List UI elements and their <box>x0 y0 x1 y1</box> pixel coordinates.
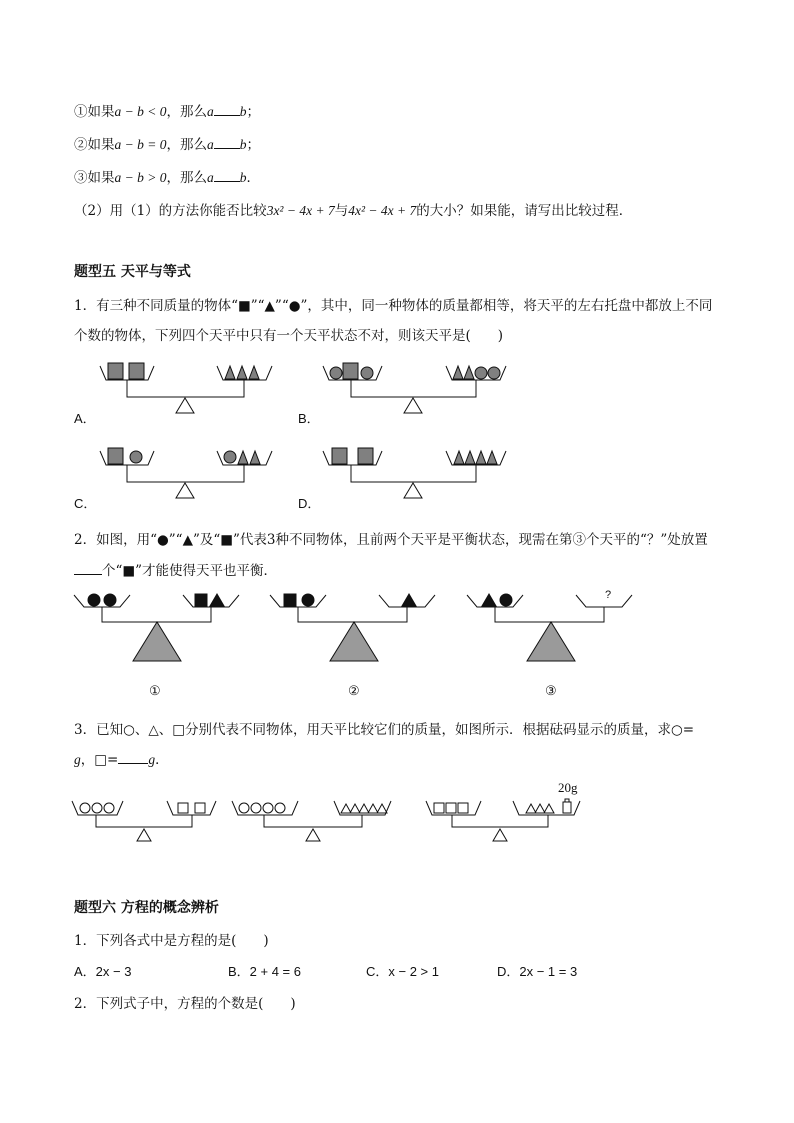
scale-label-1: ① <box>149 683 161 698</box>
circle-shape <box>104 594 116 606</box>
item-1-b: b <box>239 104 247 119</box>
triangle-shape <box>368 804 378 813</box>
triangle-shape <box>526 804 536 813</box>
s5-q2-line-2 <box>74 559 277 579</box>
section-6-heading: 题型六 方程的概念辨析 <box>74 900 219 916</box>
triangle-shape <box>225 366 235 379</box>
q2-text-end: 的大小？如果能，请写出比较过程． <box>416 203 633 219</box>
item-3-a: a <box>206 170 214 185</box>
answer-blank[interactable] <box>118 751 148 764</box>
item-2-mid: ，那么 <box>166 137 207 153</box>
balance-option-a <box>100 363 272 413</box>
triangle-shape <box>487 451 497 464</box>
balance-q3-1 <box>72 801 216 841</box>
balance-option-d <box>323 448 506 498</box>
scale-label-2: ② <box>348 683 360 698</box>
answer-blank[interactable] <box>214 103 240 116</box>
triangle-shape <box>250 451 260 464</box>
circle-shape <box>275 803 285 813</box>
item-2-expression: a − b = 0 <box>114 137 167 152</box>
square-shape <box>434 803 444 813</box>
circle-shape <box>88 594 100 606</box>
q2-text-start: （2）用（1）的方法你能否比较 <box>74 203 267 219</box>
option-c-label[interactable]: C． <box>74 496 97 511</box>
item-1-mid: ，那么 <box>166 104 207 120</box>
triangle-shape <box>465 451 475 464</box>
scale-label-3: ③ <box>545 683 557 698</box>
answer-blank[interactable] <box>214 136 240 149</box>
option-a-label[interactable]: A． <box>74 411 96 426</box>
square-shape <box>108 448 123 464</box>
triangle-shape <box>402 594 416 606</box>
balance-scale-3 <box>467 594 632 661</box>
circle-shape <box>330 367 342 379</box>
triangle-shape <box>350 804 360 813</box>
question-mark-label: ? <box>605 589 612 601</box>
item-2-a: a <box>206 137 214 152</box>
circle-shape <box>92 803 102 813</box>
square-shape <box>332 448 347 464</box>
s6-option-a[interactable]: A．2x − 3 <box>74 964 132 979</box>
q2-text-mid: 与 <box>334 203 349 219</box>
square-shape <box>284 594 296 606</box>
balance-q3-2 <box>232 801 391 841</box>
item-1-a: a <box>206 104 214 119</box>
item-2-end: ； <box>246 137 260 153</box>
option-b-label[interactable]: B． <box>298 411 320 426</box>
s6-option-c[interactable]: C．x − 2 > 1 <box>366 964 439 979</box>
circle-shape <box>130 451 142 463</box>
balance-scale-2 <box>270 594 435 661</box>
triangle-shape <box>377 804 387 813</box>
s5-q2-line-2-text: 个“■”才能使得天平也平衡． <box>102 563 278 579</box>
s5-q1-line-1: 1．有三种不同质量的物体“■”“▲”“●”，其中，同一种物体的质量都相等，将天平的左右托盘中都放上不同 <box>74 298 713 314</box>
s5-q3-line-1: 3．已知○、△、□分别代表不同物体，用天平比较它们的质量，如图所示．根据砝码显示的质量，求○= <box>74 722 695 738</box>
weight-knob-icon <box>565 799 569 802</box>
q3-unit-2: g <box>148 752 156 767</box>
s6-option-d[interactable]: D．2x − 1 = 3 <box>497 964 578 979</box>
circle-shape <box>361 367 373 379</box>
triangle-shape <box>464 366 474 379</box>
circle-shape <box>80 803 90 813</box>
circle-shape <box>104 803 114 813</box>
circle-shape <box>475 367 487 379</box>
q3-unit-1: g <box>74 752 81 767</box>
square-shape <box>358 448 373 464</box>
section-5-heading: 题型五 天平与等式 <box>74 264 191 280</box>
square-shape <box>178 803 188 813</box>
square-shape <box>129 363 144 379</box>
q3-mid: ，□= <box>80 752 119 768</box>
circle-shape <box>488 367 500 379</box>
question-2-part-1 <box>74 199 632 219</box>
square-shape <box>108 363 123 379</box>
answer-blank[interactable] <box>214 169 240 182</box>
triangle-shape <box>341 804 351 813</box>
item-1-end: ； <box>246 104 260 120</box>
triangle-shape <box>482 594 496 606</box>
square-shape <box>195 803 205 813</box>
item-3-expression: a − b > 0 <box>114 170 167 185</box>
option-d-label[interactable]: D． <box>298 496 321 511</box>
triangle-shape <box>476 451 486 464</box>
item-1-expression: a − b < 0 <box>114 104 167 119</box>
q3-end: ． <box>155 752 169 768</box>
circle-shape <box>263 803 273 813</box>
balance-option-b <box>323 363 506 413</box>
item-1-prefix: ①如果 <box>74 104 115 120</box>
comparison-item-3 <box>74 166 260 186</box>
weight-label: 20g <box>558 780 578 795</box>
s5-q2-line-1: 2．如图，用“●”“▲”及“■”代表3种不同物体，且前两个天平是平衡状态，现需在第③个天平的“？”处放置 <box>74 532 708 548</box>
q2-expression-1: 3x² − 4x + 7 <box>266 203 335 218</box>
item-2-b: b <box>239 137 247 152</box>
triangle-shape <box>249 366 259 379</box>
balance-option-c <box>100 448 272 498</box>
circle-shape <box>251 803 261 813</box>
balance-scale-1 <box>74 594 239 661</box>
triangle-shape <box>359 804 369 813</box>
comparison-item-2 <box>74 133 260 153</box>
weight-block-icon <box>563 802 571 813</box>
item-3-end: ． <box>246 170 260 186</box>
q2-expression-2: 4x² − 4x + 7 <box>348 203 417 218</box>
item-3-b: b <box>239 170 247 185</box>
item-3-mid: ，那么 <box>166 170 207 186</box>
comparison-item-1 <box>74 100 260 120</box>
s5-q3-line-2 <box>74 748 169 768</box>
s5-q1-line-2: 个数的物体，下列四个天平中只有一个天平状态不对，则该天平是( ) <box>74 328 504 344</box>
circle-shape <box>500 594 512 606</box>
s6-option-b[interactable]: B．2 + 4 = 6 <box>228 964 301 979</box>
circle-shape <box>239 803 249 813</box>
triangle-shape <box>238 451 248 464</box>
circle-shape <box>302 594 314 606</box>
square-shape <box>446 803 456 813</box>
triangle-shape <box>453 366 463 379</box>
square-shape <box>195 594 207 606</box>
item-3-prefix: ③如果 <box>74 170 115 186</box>
triangle-shape <box>535 804 545 813</box>
item-2-prefix: ②如果 <box>74 137 115 153</box>
triangle-shape <box>454 451 464 464</box>
s6-q1: 1．下列各式中是方程的是( ) <box>74 933 269 949</box>
circle-shape <box>224 451 236 463</box>
triangle-shape <box>544 804 554 813</box>
balance-q3-3 <box>426 799 580 841</box>
s6-q2: 2．下列式子中，方程的个数是( ) <box>74 996 296 1012</box>
square-shape <box>458 803 468 813</box>
triangle-shape <box>210 594 224 606</box>
triangle-shape <box>237 366 247 379</box>
square-shape <box>343 363 358 379</box>
answer-blank[interactable] <box>74 562 102 575</box>
